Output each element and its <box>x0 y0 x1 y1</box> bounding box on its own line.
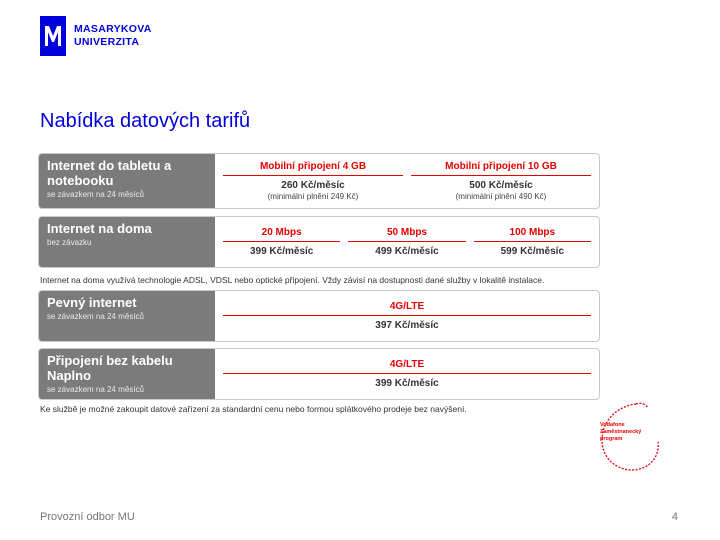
tariff-sublabel: se závazkem na 24 měsíců <box>47 385 144 394</box>
tariff-option <box>219 154 407 208</box>
page-title: Nabídka datových tarifů <box>40 110 251 132</box>
option-note: (minimální plnění 249 Kč) <box>267 192 359 201</box>
university-logo <box>40 16 152 56</box>
tariff-tablet-notebook <box>38 153 600 209</box>
option-price: 399 Kč/měsíc <box>249 246 314 257</box>
tariff-option <box>219 217 344 267</box>
tariff-fixed-internet <box>38 290 600 342</box>
tariff-label: Pevný internet <box>47 295 137 310</box>
tariff-sublabel: bez závazku <box>47 238 92 247</box>
option-price: 260 Kč/měsíc <box>281 180 345 191</box>
tariff-option <box>407 154 595 208</box>
tariff-label-panel <box>39 217 215 267</box>
tariff-option <box>219 349 595 399</box>
option-name: 4G/LTE <box>223 359 591 374</box>
option-name: Mobilní připojení 10 GB <box>411 161 591 176</box>
tariff-label-panel <box>39 154 215 208</box>
tariff-home-internet <box>38 216 600 268</box>
university-emblem-icon <box>40 16 66 56</box>
option-name: 4G/LTE <box>223 301 591 316</box>
option-price: 399 Kč/měsíc <box>375 378 439 389</box>
option-price: 500 Kč/měsíc <box>469 180 533 191</box>
option-price: 397 Kč/měsíc <box>375 320 439 331</box>
option-price: 599 Kč/měsíc <box>500 246 565 257</box>
option-name: 50 Mbps <box>348 227 465 242</box>
tariff-option <box>219 291 595 341</box>
option-price: 499 Kč/měsíc <box>375 246 439 257</box>
option-name: Mobilní připojení 4 GB <box>223 161 403 176</box>
footnote-device: Ke službě je možné zakoupit datové zařízení za standardní cenu nebo formou splátkového prodeje bez navýšení. <box>40 404 467 414</box>
tariff-sublabel: se závazkem na 24 měsíců <box>47 190 144 199</box>
tariff-option <box>344 217 469 267</box>
option-name: 20 Mbps <box>223 227 340 242</box>
footnote-home-internet: Internet na doma využívá technologie ADSL, VDSL nebo optické připojení. Vždy závisí na dostupnosti dané služby v lokalitě instalace. <box>40 275 545 285</box>
tariff-label-panel <box>39 291 215 341</box>
tariff-label: Připojení bez kabelu Naplno <box>47 353 173 383</box>
tariff-wireless-naplno <box>38 348 600 400</box>
badge-text: Vodafone Zaměstnanecký program <box>600 422 642 442</box>
tariff-label: Internet do tabletu a notebooku <box>47 158 172 188</box>
logo-line-1: MASARYKOVA <box>74 23 152 35</box>
footer-department: Provozní odbor MU <box>40 511 135 523</box>
option-note: (minimální plnění 490 Kč) <box>455 192 547 201</box>
tariff-option <box>470 217 595 267</box>
tariff-label-panel <box>39 349 215 399</box>
page-number: 4 <box>671 511 678 523</box>
option-name: 100 Mbps <box>474 227 591 242</box>
tariff-sublabel: se závazkem na 24 měsíců <box>47 312 144 321</box>
tariff-label: Internet na doma <box>47 221 152 236</box>
logo-line-2: UNIVERZITA <box>74 36 140 48</box>
